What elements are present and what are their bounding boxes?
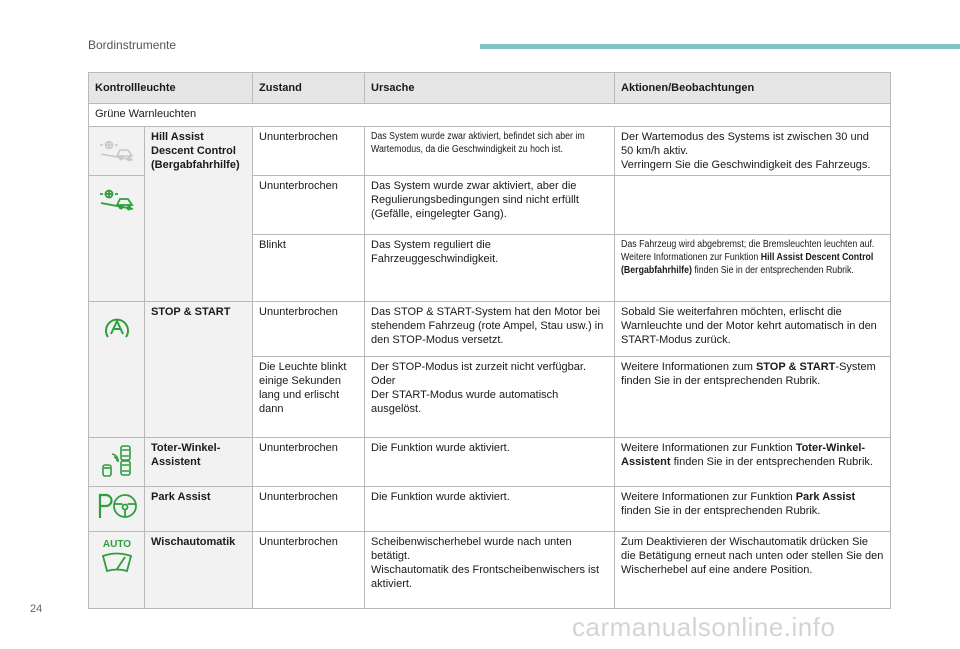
col-header-light: Kontrollleuchte xyxy=(89,73,253,104)
park-assist-name: Park Assist xyxy=(145,487,253,532)
auto-wiper-icon-cell xyxy=(89,532,145,609)
hill-assist-active-icon-cell xyxy=(89,176,145,302)
auto-label: AUTO xyxy=(102,539,131,550)
section-title: Bordinstrumente xyxy=(88,38,177,52)
col-header-cause: Ursache xyxy=(365,73,615,104)
park-assist-action: Weitere Informationen zur Funktion Park Assist finden Sie in der entsprechenden Rubrik. xyxy=(615,487,891,532)
stop-start-state-2: Die Leuchte blinkt einige Sekunden lang und erlischt dann xyxy=(253,357,365,438)
stop-start-name: STOP & START xyxy=(145,302,253,438)
hill-assist-cause-3: Das System reguliert die Fahrzeuggeschwindigkeit. xyxy=(365,235,615,302)
accent-bar xyxy=(480,44,960,49)
col-header-state: Zustand xyxy=(253,73,365,104)
table-row xyxy=(89,532,891,609)
group-label: Grüne Warnleuchten xyxy=(89,104,891,127)
blind-spot-name: Toter-Winkel-Assistent xyxy=(145,438,253,487)
auto-wiper-cause: Scheibenwischerhebel wurde nach unten betätigt. Wischautomatik des Frontscheibenwischers ist aktiviert. xyxy=(365,532,615,609)
park-assist-cause: Die Funktion wurde aktiviert. xyxy=(365,487,615,532)
hill-assist-name: Hill Assist Descent Control (Bergabfahrhilfe) xyxy=(145,127,253,302)
stop-start-icon-cell xyxy=(89,302,145,438)
hill-assist-active-icon xyxy=(97,187,137,211)
park-assist-icon xyxy=(96,492,138,520)
stop-start-icon xyxy=(100,313,134,343)
col-header-actions: Aktionen/Beobachtungen xyxy=(615,73,891,104)
stop-start-action-1: Sobald Sie weiterfahren möchten, erlischt die Warnleuchte und der Motor kehrt automatisch in den START-Modus zurück. xyxy=(615,302,891,357)
hill-assist-cause-2: Das System wurde zwar aktiviert, aber die Regulierungsbedingungen sind nicht erfüllt (Gefälle, eingelegter Gang). xyxy=(365,176,615,235)
table-row xyxy=(89,487,891,532)
hill-assist-state-1: Ununterbrochen xyxy=(253,127,365,176)
stop-start-cause-2: Der STOP-Modus ist zurzeit nicht verfügbar. Oder Der START-Modus wurde automatisch ausgelöst. xyxy=(365,357,615,438)
table-row xyxy=(89,127,891,176)
auto-wiper-state: Ununterbrochen xyxy=(253,532,365,609)
table-header-row xyxy=(89,73,891,104)
table-row xyxy=(89,302,891,357)
hill-assist-cause-1: Das System wurde zwar aktiviert, befindet sich aber im Wartemodus, da die Geschwindigkeit zu hoch ist. xyxy=(365,127,615,176)
blind-spot-action: Weitere Informationen zur Funktion Toter-Winkel-Assistent finden Sie in der entsprechenden Rubrik. xyxy=(615,438,891,487)
auto-wiper-icon xyxy=(97,537,137,577)
hill-assist-standby-icon-cell xyxy=(89,127,145,176)
stop-start-state-1: Ununterbrochen xyxy=(253,302,365,357)
watermark: carmanualsonline.info xyxy=(572,612,836,642)
hill-assist-action-1: Der Wartemodus des Systems ist zwischen 30 und 50 km/h aktiv. Verringern Sie die Geschwindigkeit des Fahrzeugs. xyxy=(615,127,891,176)
hill-assist-state-2: Ununterbrochen xyxy=(253,176,365,235)
park-assist-icon-cell xyxy=(89,487,145,532)
hill-assist-state-3: Blinkt xyxy=(253,235,365,302)
hill-assist-action-2 xyxy=(615,176,891,235)
table-row xyxy=(89,438,891,487)
page-number: 24 xyxy=(30,603,43,615)
hill-assist-action-3: Das Fahrzeug wird abgebremst; die Bremsleuchten leuchten auf. Weitere Informationen zur Funktion Hill Assist Descent Control (Bergabfahrhilfe) finden Sie in der entsprechenden Rubrik. xyxy=(615,235,891,302)
blind-spot-state: Ununterbrochen xyxy=(253,438,365,487)
blind-spot-cause: Die Funktion wurde aktiviert. xyxy=(365,438,615,487)
group-row xyxy=(89,104,891,127)
warning-lights-table xyxy=(88,72,891,609)
blind-spot-icon xyxy=(97,443,137,477)
blind-spot-icon-cell xyxy=(89,438,145,487)
stop-start-cause-1: Das STOP & START-System hat den Motor bei stehendem Fahrzeug (rote Ampel, Stau usw.) in den STOP-Modus versetzt. xyxy=(365,302,615,357)
auto-wiper-action: Zum Deaktivieren der Wischautomatik drücken Sie die Betätigung erneut nach unten oder stellen Sie den Wischerhebel auf eine andere Position. xyxy=(615,532,891,609)
hill-assist-standby-icon xyxy=(97,138,137,162)
stop-start-action-2: Weitere Informationen zum STOP & START-System finden Sie in der entsprechenden Rubrik. xyxy=(615,357,891,438)
auto-wiper-name: Wischautomatik xyxy=(145,532,253,609)
park-assist-state: Ununterbrochen xyxy=(253,487,365,532)
